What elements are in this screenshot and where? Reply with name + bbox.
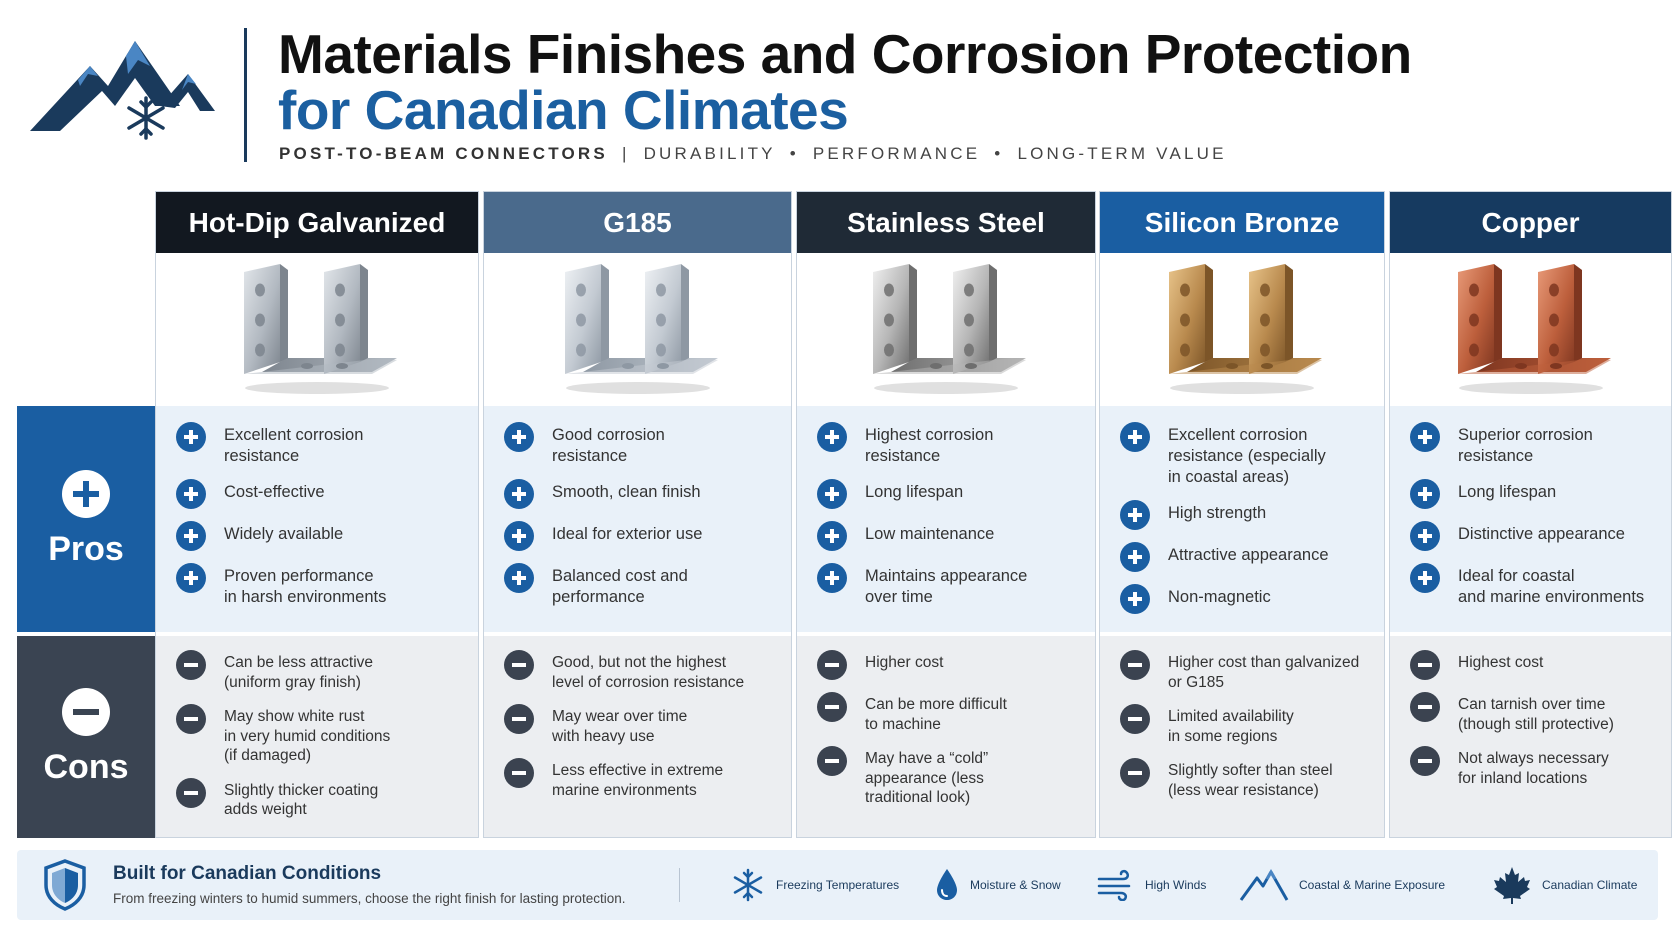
con-text: Can be less attractive (uniform gray finish)	[224, 654, 374, 691]
pro-text: Cost-effective	[224, 483, 325, 501]
pro-text: Proven performance in harsh environments	[224, 567, 387, 606]
pros-list	[484, 406, 791, 632]
pro-text: Smooth, clean finish	[552, 483, 701, 501]
minus-icon	[1410, 746, 1440, 776]
minus-icon	[817, 746, 847, 776]
con-text: Not always necessary for inland locations	[1458, 750, 1609, 787]
pros-list	[797, 406, 1095, 632]
minus-icon	[176, 704, 206, 734]
mountain-logo-icon	[30, 36, 215, 146]
pro-item	[504, 422, 777, 467]
pro-text: Balanced cost and performance	[552, 567, 688, 606]
minus-icon	[504, 650, 534, 680]
con-item	[1120, 704, 1370, 746]
pro-text: Attractive appearance	[1168, 546, 1329, 564]
pro-text: Ideal for exterior use	[552, 525, 703, 543]
cons-label: Cons	[43, 747, 129, 786]
shield-icon	[43, 859, 87, 911]
snowflake-icon	[730, 867, 766, 903]
con-item	[176, 704, 464, 766]
condition-canadian	[1492, 865, 1637, 905]
minus-icon	[176, 778, 206, 808]
bracket-connector-icon	[861, 262, 1031, 397]
minus-icon	[176, 650, 206, 680]
pro-item	[1120, 500, 1370, 530]
minus-icon	[817, 692, 847, 722]
pro-item	[817, 479, 1081, 509]
con-text: May have a “cold” appearance (less traditional look)	[865, 750, 989, 806]
bracket-connector-icon	[1157, 262, 1327, 397]
subtitle-durability: DURABILITY	[643, 144, 776, 163]
column-copper	[1389, 191, 1672, 838]
connector-image	[1390, 253, 1671, 406]
pro-item	[176, 563, 464, 608]
pro-item	[1120, 584, 1370, 614]
connector-image	[156, 253, 478, 406]
plus-icon	[1410, 422, 1440, 452]
plus-icon	[176, 563, 206, 593]
condition-freezing	[730, 865, 899, 905]
con-text: Higher cost	[865, 654, 944, 671]
plus-icon	[176, 422, 206, 452]
column-header: Stainless Steel	[797, 192, 1095, 253]
pro-item	[817, 521, 1081, 551]
cons-list	[1390, 632, 1671, 837]
plus-icon	[1120, 500, 1150, 530]
cons-row-label	[17, 636, 155, 838]
minus-icon	[504, 704, 534, 734]
condition-moisture	[934, 865, 1061, 905]
pro-item	[1410, 563, 1657, 608]
pro-item	[1120, 422, 1370, 488]
con-text: Slightly softer than steel (less wear resistance)	[1168, 762, 1333, 799]
minus-icon	[1120, 704, 1150, 734]
con-text: Higher cost than galvanized or G185	[1168, 654, 1360, 691]
plus-icon	[176, 521, 206, 551]
con-item	[504, 758, 777, 800]
plus-icon	[1120, 542, 1150, 572]
bracket-connector-icon	[553, 262, 723, 397]
plus-icon	[817, 563, 847, 593]
subtitle-separator: |	[621, 144, 630, 163]
wind-icon	[1097, 869, 1135, 901]
subtitle-performance: PERFORMANCE	[812, 144, 981, 163]
pro-item	[176, 479, 464, 509]
pro-text: Widely available	[224, 525, 344, 543]
cons-list	[156, 632, 478, 837]
con-text: Slightly thicker coating adds weight	[224, 781, 379, 818]
con-item	[1410, 746, 1657, 788]
con-item	[176, 650, 464, 692]
minus-icon	[1410, 692, 1440, 722]
plus-icon	[176, 479, 206, 509]
plus-icon	[817, 521, 847, 551]
pro-text: Highest corrosion resistance	[865, 426, 994, 465]
pros-list	[156, 406, 478, 632]
con-text: Less effective in extreme marine environments	[552, 762, 724, 799]
pros-list	[1100, 406, 1384, 632]
subtitle-dot: •	[994, 144, 1004, 163]
pro-text: Maintains appearance over time	[865, 567, 1028, 606]
con-text: Can be more difficult to machine	[865, 696, 1007, 733]
cons-list	[797, 632, 1095, 837]
water-drop-icon	[934, 867, 960, 903]
connector-image	[797, 253, 1095, 406]
column-header: Copper	[1390, 192, 1671, 253]
condition-label: Coastal & Marine Exposure	[1299, 878, 1446, 892]
pro-text: Superior corrosion resistance	[1458, 426, 1593, 465]
plus-icon	[1410, 521, 1440, 551]
plus-icon	[817, 422, 847, 452]
pro-text: Long lifespan	[865, 483, 964, 501]
cons-list	[1100, 632, 1384, 837]
minus-icon	[504, 758, 534, 788]
pros-row-label	[17, 406, 155, 632]
connector-image	[484, 253, 791, 406]
conditions-subtitle: From freezing winters to humid summers, choose the right finish for lasting protection.	[113, 891, 626, 906]
column-header: G185	[484, 192, 791, 253]
subtitle-main: POST-TO-BEAM CONNECTORS	[279, 144, 608, 163]
con-text: May wear over time with heavy use	[552, 708, 688, 745]
pro-text: High strength	[1168, 504, 1267, 522]
con-item	[1120, 758, 1370, 800]
con-text: Good, but not the highest level of corrosion resistance	[552, 654, 745, 691]
condition-label: High Winds	[1145, 878, 1207, 892]
pro-item	[1410, 479, 1657, 509]
pro-item	[504, 479, 777, 509]
pro-text: Long lifespan	[1458, 483, 1557, 501]
subtitle-long-term-value: LONG-TERM VALUE	[1017, 144, 1227, 163]
plus-icon	[817, 479, 847, 509]
column-stainless-steel	[796, 191, 1096, 838]
column-silicon-bronze	[1099, 191, 1385, 838]
plus-icon	[504, 521, 534, 551]
condition-label: Freezing Temperatures	[776, 878, 900, 892]
plus-circle-icon	[62, 470, 110, 518]
minus-icon	[1410, 650, 1440, 680]
plus-icon	[504, 422, 534, 452]
connector-image	[1100, 253, 1384, 406]
pro-text: Ideal for coastal and marine environments	[1458, 567, 1645, 606]
con-item	[504, 650, 777, 692]
minus-icon	[1120, 758, 1150, 788]
plus-icon	[504, 563, 534, 593]
pro-item	[176, 422, 464, 467]
pro-text: Excellent corrosion resistance (especially in coastal areas)	[1168, 426, 1326, 486]
cons-list	[484, 632, 791, 837]
canadian-conditions-bar	[17, 850, 1658, 920]
condition-label: Canadian Climate	[1542, 878, 1638, 892]
header-divider	[244, 28, 247, 162]
pro-item	[1410, 521, 1657, 551]
pro-text: Distinctive appearance	[1458, 525, 1625, 543]
pro-item	[176, 521, 464, 551]
minus-icon	[1120, 650, 1150, 680]
con-item	[504, 704, 777, 746]
page-title: Materials Finishes and Corrosion Protection	[278, 23, 1412, 85]
pro-item	[504, 563, 777, 608]
condition-winds	[1097, 865, 1206, 905]
con-item	[1410, 650, 1657, 680]
pro-item	[1120, 542, 1370, 572]
con-item	[817, 650, 1081, 680]
con-text: Highest cost	[1458, 654, 1544, 671]
plus-icon	[1410, 479, 1440, 509]
conditions-divider	[679, 868, 680, 902]
pro-text: Non-magnetic	[1168, 588, 1271, 606]
conditions-title: Built for Canadian Conditions	[113, 863, 382, 884]
con-item	[817, 692, 1081, 734]
pro-item	[817, 422, 1081, 467]
pro-text: Excellent corrosion resistance	[224, 426, 364, 465]
pro-item	[817, 563, 1081, 608]
condition-label: Moisture & Snow	[970, 878, 1061, 892]
column-header: Silicon Bronze	[1100, 192, 1384, 253]
plus-icon	[504, 479, 534, 509]
con-item	[1410, 692, 1657, 734]
pro-item	[504, 521, 777, 551]
con-text: May show white rust in very humid conditions (if damaged)	[224, 708, 391, 764]
page-subtitle	[279, 144, 1227, 164]
pro-text: Good corrosion resistance	[552, 426, 665, 465]
mountain-icon	[1239, 868, 1289, 902]
plus-icon	[1120, 584, 1150, 614]
con-item	[1120, 650, 1370, 692]
page-title-line2: for Canadian Climates	[278, 79, 849, 141]
column-header: Hot-Dip Galvanized	[156, 192, 478, 253]
con-text: Limited availability in some regions	[1168, 708, 1294, 745]
condition-coastal	[1239, 865, 1445, 905]
con-text: Can tarnish over time (though still protective)	[1458, 696, 1614, 733]
pro-text: Low maintenance	[865, 525, 995, 543]
maple-leaf-icon	[1492, 865, 1532, 905]
column-hot-dip-galvanized	[155, 191, 479, 838]
subtitle-dot: •	[789, 144, 799, 163]
bracket-connector-icon	[1446, 262, 1616, 397]
minus-circle-icon	[62, 688, 110, 736]
minus-icon	[817, 650, 847, 680]
bracket-connector-icon	[232, 262, 402, 397]
column-g185	[483, 191, 792, 838]
pros-label: Pros	[48, 529, 124, 568]
pros-list	[1390, 406, 1671, 632]
pro-item	[1410, 422, 1657, 467]
plus-icon	[1120, 422, 1150, 452]
plus-icon	[1410, 563, 1440, 593]
con-item	[176, 778, 464, 820]
con-item	[817, 746, 1081, 808]
